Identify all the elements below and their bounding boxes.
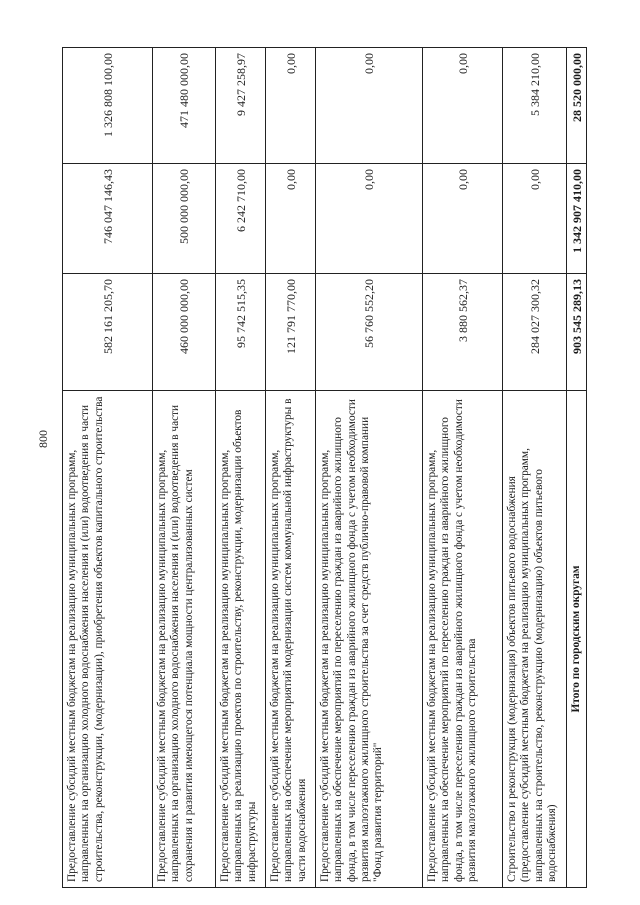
row-value-1: 95 742 515,35 [216, 274, 266, 391]
table-row [216, 48, 266, 888]
table-row [503, 48, 567, 888]
row-value-3: 0,00 [423, 48, 503, 164]
row-value-3: 1 326 808 100,00 [63, 48, 153, 164]
total-label: Итого по городским округам [567, 391, 587, 888]
row-value-1: 460 000 000,00 [153, 274, 216, 391]
total-value-1: 903 545 289,13 [567, 274, 587, 391]
budget-table [62, 47, 587, 888]
row-value-2: 6 242 710,00 [216, 164, 266, 274]
table-row [266, 48, 316, 888]
row-value-3: 5 384 210,00 [503, 48, 567, 164]
row-value-2: 0,00 [266, 164, 316, 274]
table-row [63, 48, 153, 888]
table-row [423, 48, 503, 888]
row-value-2: 0,00 [423, 164, 503, 274]
total-value-2: 1 342 907 410,00 [567, 164, 587, 274]
row-description: Предоставление субсидий местным бюджетам на реализацию муниципальных программ, направленных на обеспечение мероприятий по переселению граждан из аварийного жилищного фонда, в том числе переселению граждан из аварийного жилищного фонда с учетом необходимости развития малоэтажного жилищного строительства [423, 391, 503, 888]
row-value-2: 500 000 000,00 [153, 164, 216, 274]
table-row [316, 48, 423, 888]
row-description: Предоставление субсидий местным бюджетам на реализацию муниципальных программ, направленных на обеспечение мероприятий модернизации систем коммунальной инфраструктуры в части водоснабжения [266, 391, 316, 888]
row-value-3: 0,00 [316, 48, 423, 164]
row-description: Предоставление субсидий местным бюджетам на реализацию муниципальных программ, направленных на организацию холодного водоснабжения населения и (или) водоотведения в части строительства, реконструкции, (модернизации), приобретения объектов капитального строительства [63, 391, 153, 888]
table-row [153, 48, 216, 888]
row-value-1: 582 161 205,70 [63, 274, 153, 391]
row-value-2: 746 047 146,43 [63, 164, 153, 274]
row-value-3: 471 480 000,00 [153, 48, 216, 164]
row-description: Предоставление субсидий местным бюджетам на реализацию муниципальных программ, направленных на организацию холодного водоснабжения населения и (или) водоотведения в части сохранения и развития имеющегося потенциала мощности централизованных систем [153, 391, 216, 888]
total-row [567, 48, 587, 888]
row-value-1: 121 791 770,00 [266, 274, 316, 391]
row-description: Предоставление субсидий местным бюджетам на реализацию муниципальных программ, направленных на реализацию проектов по строительству, реконструкции, модернизации объектов инфраструктуры [216, 391, 266, 888]
row-value-3: 9 427 258,97 [216, 48, 266, 164]
row-value-2: 0,00 [503, 164, 567, 274]
budget-table-frame [62, 48, 582, 888]
row-value-1: 284 027 300,32 [503, 274, 567, 391]
row-value-3: 0,00 [266, 48, 316, 164]
total-value-3: 28 520 000,00 [567, 48, 587, 164]
row-description: Строительство и реконструкция (модернизация) объектов питьевого водоснабжения (предоставление субсидий местным бюджетам на реализацию муниципальных программ, направленных на строительство, реконструкцию (модернизацию) объектов питьевого водоснабжения) [503, 391, 567, 888]
row-value-1: 3 880 562,37 [423, 274, 503, 391]
row-description: Предоставление субсидий местным бюджетам на реализацию муниципальных программ, направленных на обеспечение мероприятий по переселению граждан из аварийного жилищного фонда, в том числе переселению граждан из аварийного жилищного фонда с учетом необходимости развития малоэтажного жилищного строительства за счет средств публично-правовой компании "Фонд развития территорий" [316, 391, 423, 888]
row-value-2: 0,00 [316, 164, 423, 274]
page-number: 800 [36, 430, 50, 448]
row-value-1: 56 760 552,20 [316, 274, 423, 391]
